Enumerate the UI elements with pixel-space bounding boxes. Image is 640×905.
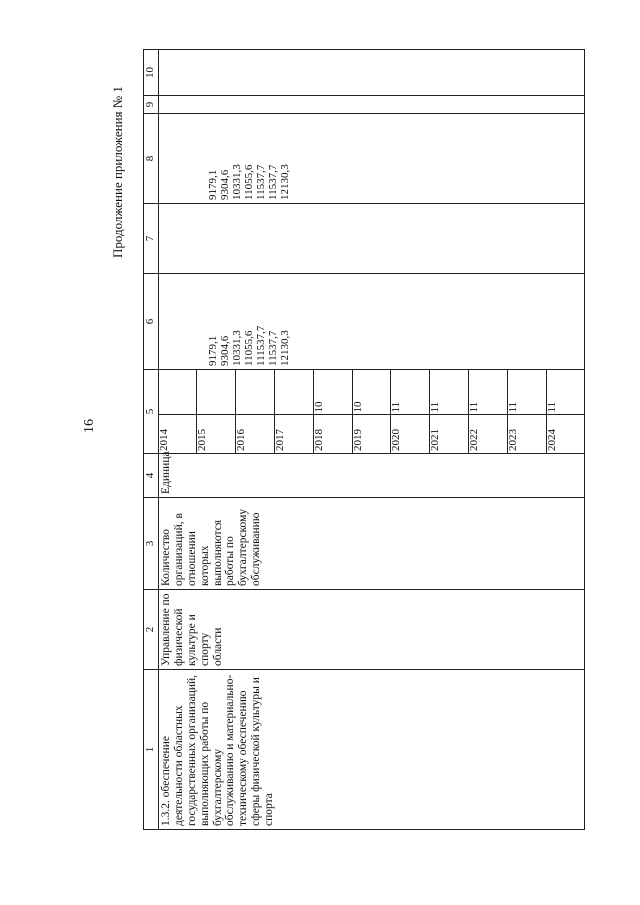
col7-empty-cell	[159, 204, 585, 274]
year-row	[430, 370, 469, 453]
col8-value	[172, 117, 184, 200]
appendix-table	[143, 49, 585, 830]
header-row	[144, 50, 159, 830]
year-row	[391, 370, 430, 453]
col6-value	[184, 277, 196, 366]
year-row	[547, 370, 584, 453]
indicator-name-cell: Количество организаций, в отношении которых выполняются работы по бухгалтерскому обслуживанию	[159, 498, 585, 590]
col5-value: 10	[352, 370, 391, 415]
year-cell: 2017	[274, 415, 313, 453]
header-col-1: 1	[144, 670, 159, 830]
table-sheet	[143, 50, 568, 830]
year-row	[469, 370, 508, 453]
year-row	[313, 370, 352, 453]
col8-value: 9179,1	[207, 169, 219, 200]
col8-value	[160, 117, 172, 200]
col8-value: 9304,6	[219, 169, 231, 200]
col5-value: 11	[469, 370, 508, 415]
header-col-5: 5	[144, 370, 159, 454]
col6-value: 11537,7	[267, 330, 279, 366]
unit-cell: Единица	[159, 454, 585, 498]
year-cell: 2016	[235, 415, 274, 453]
col8-values-cell	[159, 114, 585, 204]
col6-value: 11055,6	[243, 330, 255, 366]
activity-description-cell: 1.3.2. обеспечение деятельности областных государственных организаций, выполняющих работы по бухгалтерскому обслуживанию и материально-техническому обеспечению сферы физической культуры и спорта	[159, 670, 585, 830]
year-cell: 2022	[469, 415, 508, 453]
col6-value: 10331,3	[231, 330, 243, 366]
col5-value: 11	[546, 401, 559, 413]
col5-value	[235, 370, 274, 415]
header-col-4: 4	[144, 454, 159, 498]
col8-value: 11055,6	[243, 164, 255, 200]
col6-value: 9304,6	[219, 335, 231, 366]
year-row	[196, 370, 235, 453]
year-row	[508, 370, 547, 453]
header-col-6: 6	[144, 274, 159, 370]
col5-value: 11	[430, 370, 469, 415]
col6-value: 9179,1	[207, 335, 219, 366]
col5-value: 10	[313, 370, 352, 415]
year-cell: 2015	[196, 415, 235, 453]
page-number: 16	[82, 419, 97, 433]
col5-value: 11	[391, 370, 430, 415]
col6-value: 12130,3	[279, 330, 291, 366]
continuation-title: Продолжение приложения № 1	[110, 86, 125, 258]
year-row	[159, 370, 196, 453]
year-cell: 2023	[508, 415, 547, 453]
year-cell: 2018	[313, 415, 352, 453]
col5-value: 11	[508, 370, 547, 415]
year-row	[352, 370, 391, 453]
header-col-7: 7	[144, 204, 159, 274]
col6-values-cell	[159, 274, 585, 370]
responsible-body-cell: Управление по физической культуре и спорту области	[159, 590, 585, 670]
header-col-2: 2	[144, 590, 159, 670]
header-col-10: 10	[144, 50, 159, 96]
year-cell: 2024	[547, 415, 584, 453]
rotated-table-area	[143, 50, 568, 830]
year-cell: 2020	[391, 415, 430, 453]
year-row	[274, 370, 313, 453]
year-row	[235, 370, 274, 453]
col8-value: 12130,3	[279, 164, 291, 200]
header-col-3: 3	[144, 498, 159, 590]
col6-value: 111537,7	[255, 325, 267, 366]
col6-value	[172, 277, 184, 366]
table-row	[159, 50, 585, 830]
year-cell: 2014	[159, 415, 196, 453]
header-col-9: 9	[144, 96, 159, 114]
year-cell: 2019	[352, 415, 391, 453]
col5-value	[159, 370, 196, 415]
col6-value	[160, 277, 172, 366]
col8-value: 11537,7	[267, 164, 279, 200]
col9-empty-cell	[159, 96, 585, 114]
years-subtable	[159, 370, 584, 453]
header-col-8: 8	[144, 114, 159, 204]
col8-value: 11537,7	[255, 164, 267, 200]
year-cell: 2021	[430, 415, 469, 453]
years-and-values-cell	[159, 370, 585, 454]
col10-empty-cell	[159, 50, 585, 96]
col8-value: 10331,3	[231, 164, 243, 200]
col5-value	[274, 370, 313, 415]
col8-value	[184, 117, 196, 200]
col5-value	[196, 370, 235, 415]
